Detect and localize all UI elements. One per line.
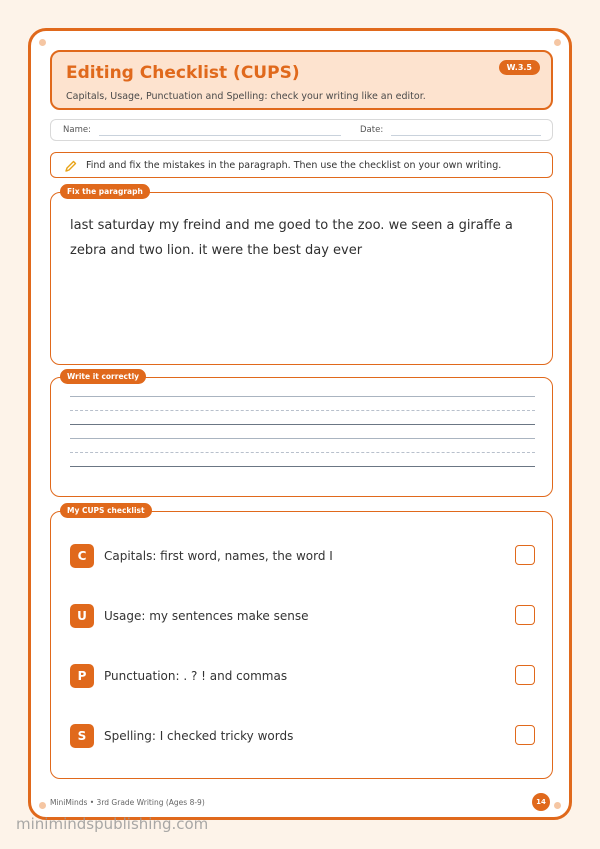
checkbox[interactable] <box>515 545 535 565</box>
checklist-item-label: Spelling: I checked tricky words <box>104 729 294 743</box>
date-label: Date: <box>360 125 384 135</box>
writing-line-mid <box>70 410 535 411</box>
cups-checklist-tag: My CUPS checklist <box>60 503 152 518</box>
writing-line-base <box>70 466 535 467</box>
watermark: minimindspublishing.com <box>16 815 209 833</box>
writing-line-mid <box>70 452 535 453</box>
checklist-item-capitals <box>70 544 535 568</box>
writing-line-top[interactable] <box>70 438 535 439</box>
header-box <box>50 50 553 110</box>
checklist-item-punctuation <box>70 664 535 688</box>
corner-dot <box>39 802 46 809</box>
date-field[interactable] <box>391 135 541 136</box>
checklist-item-label: Usage: my sentences make sense <box>104 609 309 623</box>
name-date-row <box>50 119 553 141</box>
checklist-item-spelling <box>70 724 535 748</box>
checkbox[interactable] <box>515 665 535 685</box>
error-paragraph: last saturday my freind and me goed to the zoo. we seen a giraffe a zebra and two lion. it were the best day ever <box>70 218 513 258</box>
checklist-item-label: Capitals: first word, names, the word I <box>104 549 333 563</box>
corner-dot <box>554 802 561 809</box>
name-label: Name: <box>63 125 91 135</box>
page-title: Editing Checklist (CUPS) <box>66 63 300 83</box>
instruction-text: Find and fix the mistakes in the paragraph. Then use the checklist on your own writing. <box>86 160 502 171</box>
cups-letter-badge: S <box>70 724 94 748</box>
checkbox[interactable] <box>515 725 535 745</box>
instruction-box <box>50 152 553 178</box>
cups-letter-badge: U <box>70 604 94 628</box>
corner-dot <box>39 39 46 46</box>
write-correctly-panel <box>50 372 553 497</box>
cups-letter-badge: C <box>70 544 94 568</box>
standard-badge: W.3.5 <box>499 60 540 75</box>
footer-text: MiniMinds • 3rd Grade Writing (Ages 8-9) <box>50 798 205 807</box>
checkbox[interactable] <box>515 605 535 625</box>
checklist-item-label: Punctuation: . ? ! and commas <box>104 669 288 683</box>
corner-dot <box>554 39 561 46</box>
checklist-item-usage <box>70 604 535 628</box>
page-subtitle: Capitals, Usage, Punctuation and Spelling: check your writing like an editor. <box>66 91 426 102</box>
cups-checklist-panel <box>50 506 553 779</box>
worksheet-page <box>28 28 572 820</box>
write-correctly-tag: Write it correctly <box>60 369 146 384</box>
page-number: 14 <box>532 793 550 811</box>
name-field[interactable] <box>99 135 341 136</box>
writing-line-top[interactable] <box>70 396 535 397</box>
pencil-icon <box>64 158 77 177</box>
fix-paragraph-tag: Fix the paragraph <box>60 184 150 199</box>
cups-letter-badge: P <box>70 664 94 688</box>
writing-line-base <box>70 424 535 425</box>
fix-paragraph-panel <box>50 187 553 365</box>
